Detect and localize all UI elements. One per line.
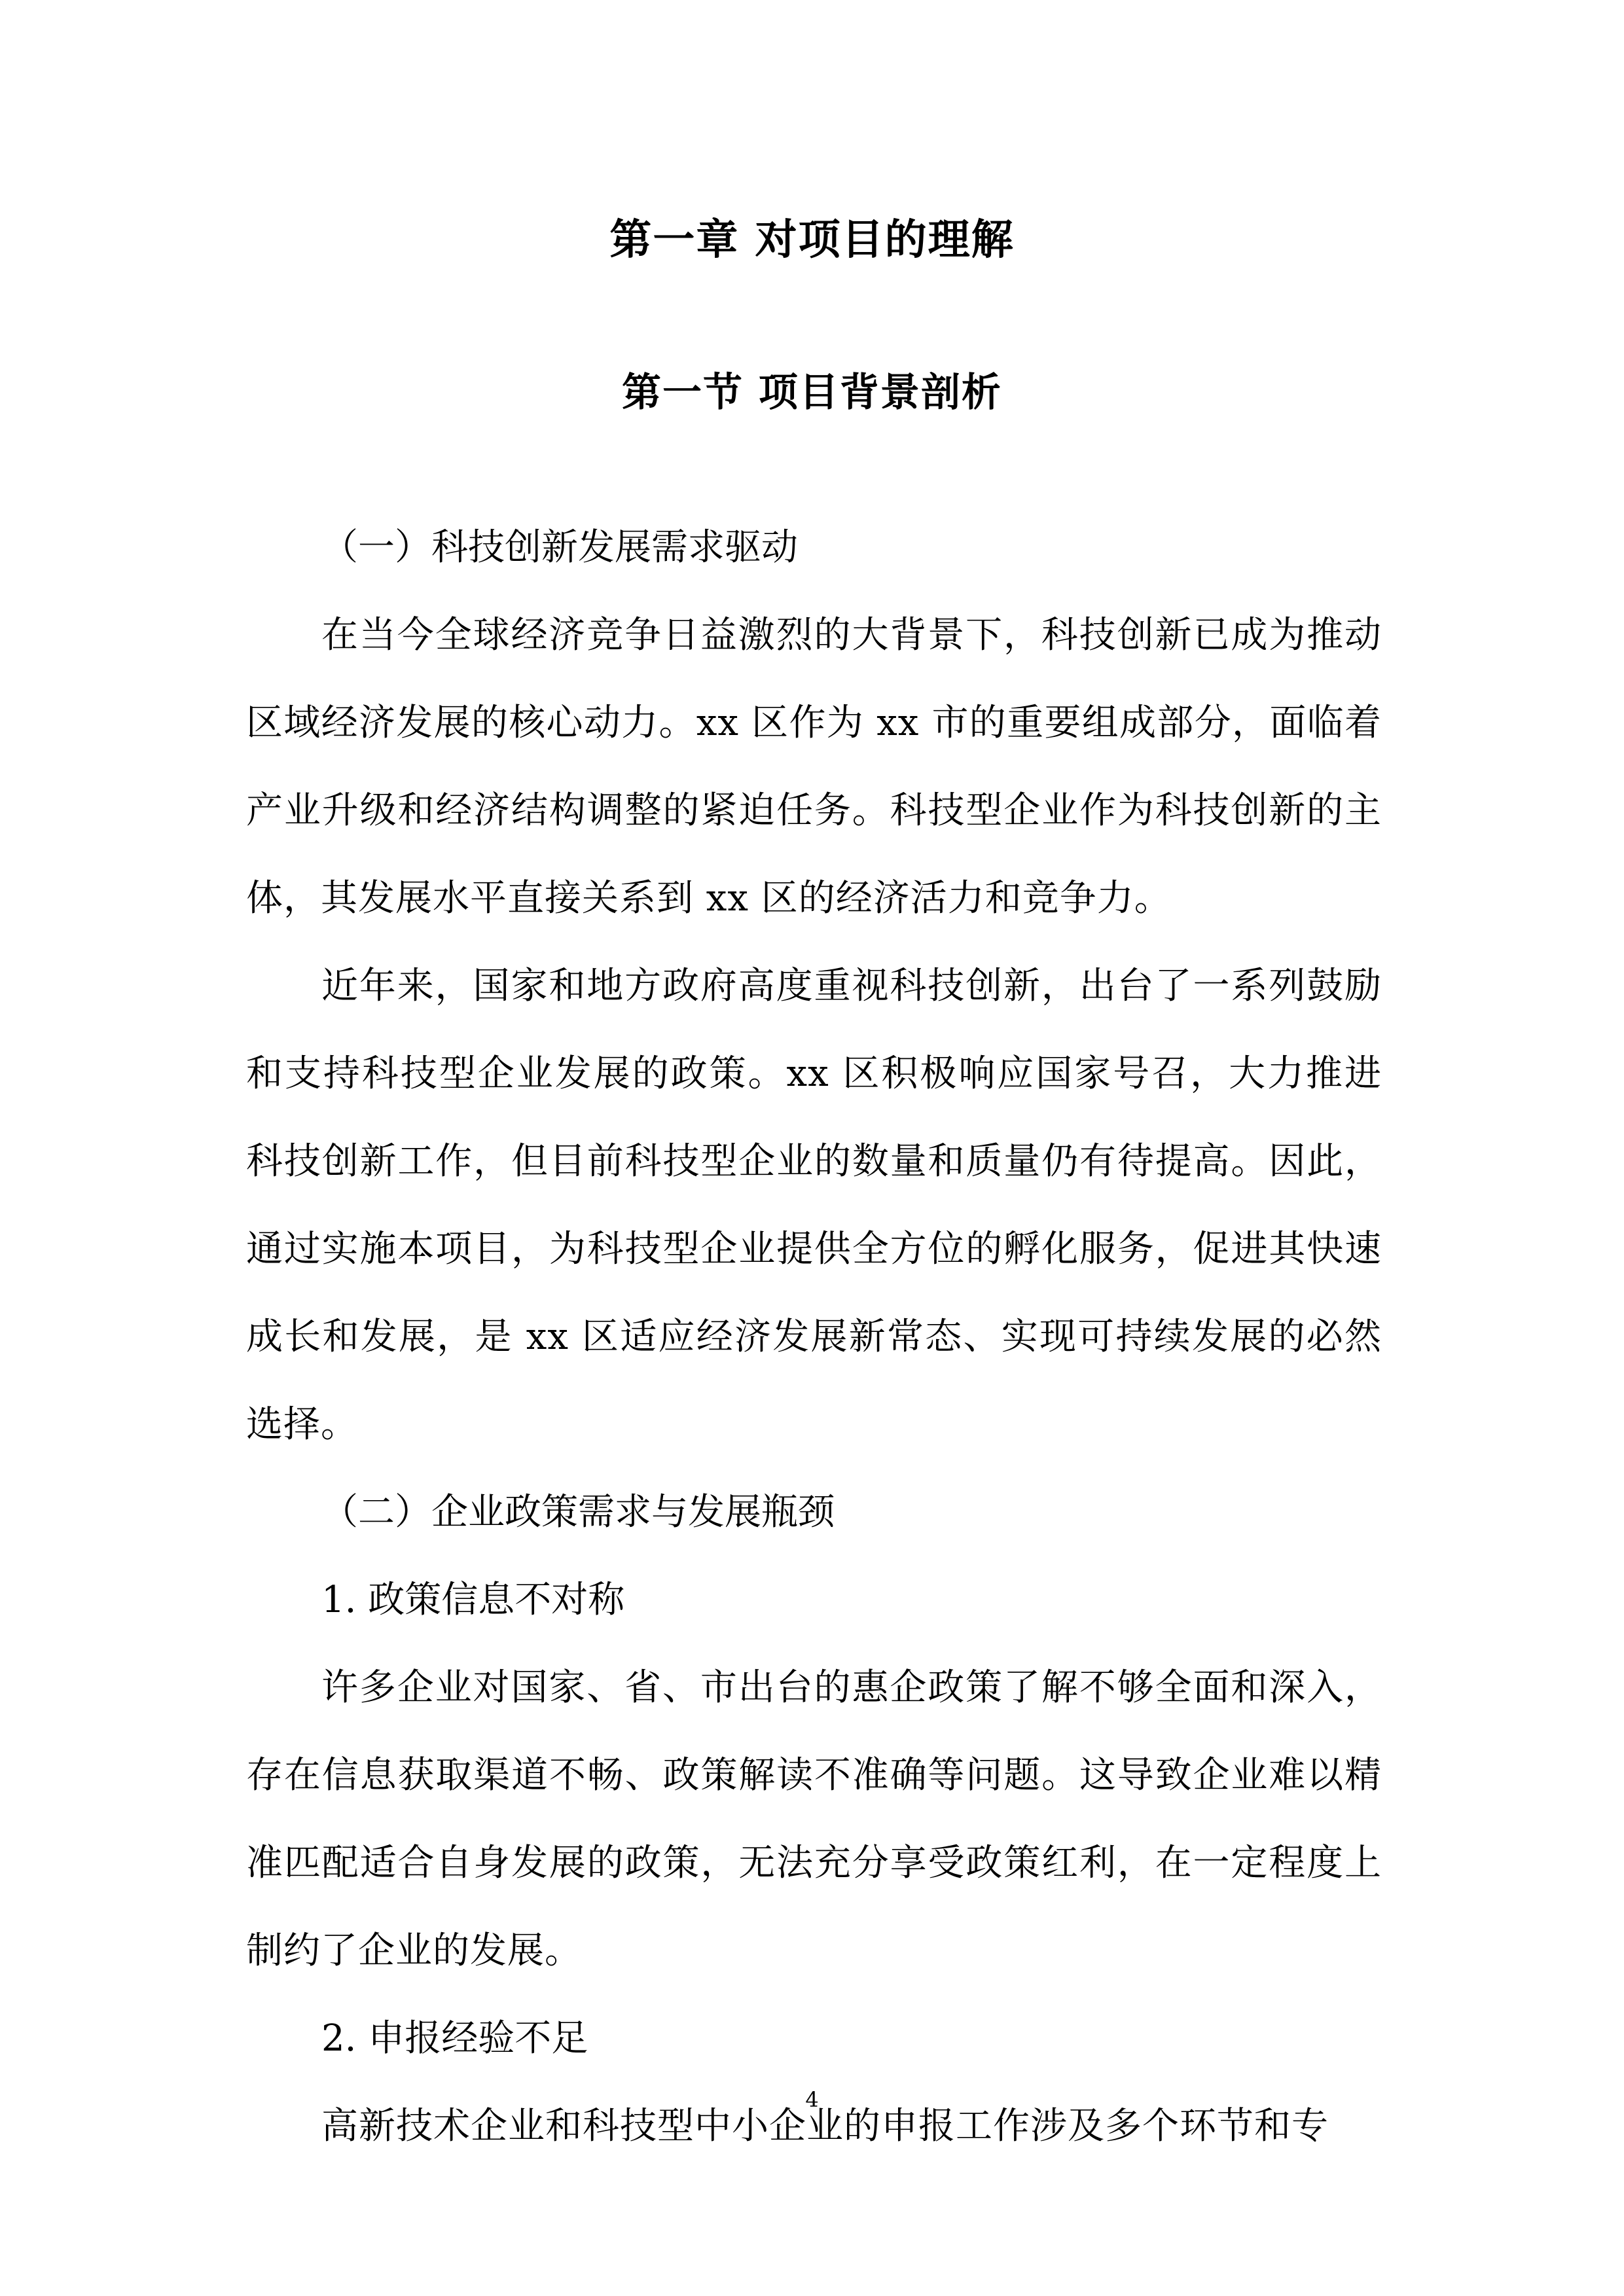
section-title: 第一节 项目背景剖析 <box>622 370 1002 416</box>
document-body <box>246 504 1382 2170</box>
numbered-heading-2: 2. 申报经验不足 <box>321 2017 588 2060</box>
numbered-heading-1: 1. 政策信息不对称 <box>321 1579 625 1621</box>
paragraph-2: 近年来，国家和地方政府高度重视科技创新，出台了一系列鼓励和支持科技型企业发展的政策。xx 区积极响应国家号召，大力推进科技创新工作，但目前科技型企业的数量和质量仍有待提高。因此，通过实施本项目，为科技型企业提供全方位的孵化服务，促进其快速成长和发展，是 xx 区适应经济发展新常态、实现可持续发展的必然选择。 <box>246 965 1382 1446</box>
paragraph-1: 在当今全球经济竞争日益激烈的大背景下，科技创新已成为推动区域经济发展的核心动力。xx 区作为 xx 市的重要组成部分，面临着产业升级和经济结构调整的紧迫任务。科技型企业作为科技创新的主体，其发展水平直接关系到 xx 区的经济活力和竞争力。 <box>246 614 1382 920</box>
paragraph-3: 许多企业对国家、省、市出台的惠企政策了解不够全面和深入，存在信息获取渠道不畅、政策解读不准确等问题。这导致企业难以精准匹配适合自身发展的政策，无法充分享受政策红利，在一定程度上制约了企业的发展。 <box>246 1666 1382 1972</box>
paragraph-4: 高新技术企业和科技型中小企业的申报工作涉及多个环节和专 <box>321 2105 1329 2147</box>
page-number: 4 <box>805 2087 819 2112</box>
chapter-title: 第一章 对项目的理解 <box>609 216 1015 264</box>
subsection-heading-2: （二）企业政策需求与发展瓶颈 <box>321 1491 835 1534</box>
subsection-heading-1: （一）科技创新发展需求驱动 <box>321 526 798 569</box>
